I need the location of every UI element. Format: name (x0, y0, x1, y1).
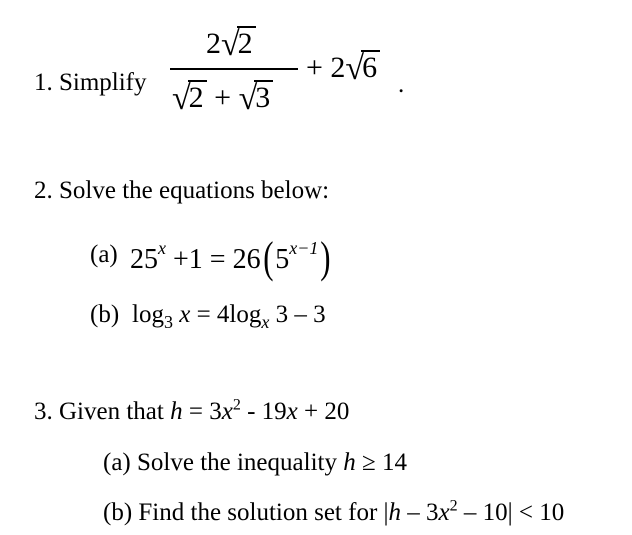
q1-plus-term (306, 50, 380, 87)
q3a-text: (a) Solve the inequality (103, 449, 337, 476)
q1-end-mark: . (398, 71, 405, 98)
q2b-log1: log (132, 301, 164, 328)
q3-sq1: 2 (232, 396, 241, 414)
q2a-equation (130, 232, 333, 282)
q1-den-radicand-a: 2 (188, 80, 207, 114)
q1-fraction-bar (170, 68, 298, 70)
q3b-minus3: – 3 (407, 499, 439, 526)
q2b-sub1: 3 (163, 312, 173, 332)
q3-eq-start: = 3 (188, 398, 222, 425)
q1-den-sqrt-a: √2 (172, 80, 207, 114)
q1-plus-radicand: 6 (361, 50, 380, 84)
q3-label-start: 3. Given that (34, 398, 164, 425)
q3-h: h (170, 398, 183, 425)
q1-numerator-coef: 2 (206, 27, 221, 60)
q3b-line (103, 497, 565, 526)
q3a-line (103, 450, 407, 475)
q2a-exp2: x−1 (289, 238, 319, 258)
q2a-right-paren: ) (320, 233, 331, 282)
q3b-h: h (388, 499, 402, 526)
q2a-left-paren: ( (262, 233, 274, 282)
q1-fraction (170, 20, 298, 120)
q3b-x: x (438, 499, 450, 526)
q3a-h: h (343, 449, 356, 476)
q3-minus-19: - 19 (247, 398, 287, 425)
q2a-label: (a) (90, 241, 118, 268)
q3b-sq: 2 (449, 497, 458, 515)
q2a-base2: 5 (275, 244, 290, 275)
q3a-rel: ≥ 14 (361, 449, 407, 476)
q1-den-radicand-b: 3 (254, 80, 273, 114)
q1-numerator-sqrt: √2 (221, 26, 256, 60)
q2a-plus-one: +1 = 26 (173, 244, 261, 275)
q1-label: 1. Simplify (34, 69, 147, 96)
q3-given (34, 396, 350, 425)
q3b-tail: – 10| < 10 (463, 499, 565, 526)
q1-den-sqrt-b: √3 (239, 80, 274, 114)
q1-plus-coef: + 2 (306, 51, 346, 84)
q1-denominator (172, 80, 273, 117)
q2a-base1: 25 (130, 244, 158, 275)
q3-x2: x (286, 398, 298, 425)
q3-x1: x (221, 398, 233, 425)
q2b-equation (132, 301, 326, 332)
q1-numerator (206, 26, 256, 63)
q2b-eq: = 4log (196, 301, 262, 328)
q1-numerator-radicand: 2 (237, 26, 256, 60)
q2b-tail: 3 – 3 (275, 301, 326, 328)
q3b-text: (b) Find the solution set for | (103, 499, 389, 526)
q3-plus-20: + 20 (304, 398, 350, 425)
q2b-sub2: x (261, 312, 270, 332)
q1-den-plus: + (214, 81, 232, 114)
q2b-label: (b) (90, 301, 120, 328)
q1-plus-sqrt: √6 (345, 50, 380, 84)
q2b-var1: x (179, 301, 191, 328)
q2a-exp1: x (158, 238, 166, 258)
q2-label: 2. Solve the equations below: (34, 177, 330, 204)
